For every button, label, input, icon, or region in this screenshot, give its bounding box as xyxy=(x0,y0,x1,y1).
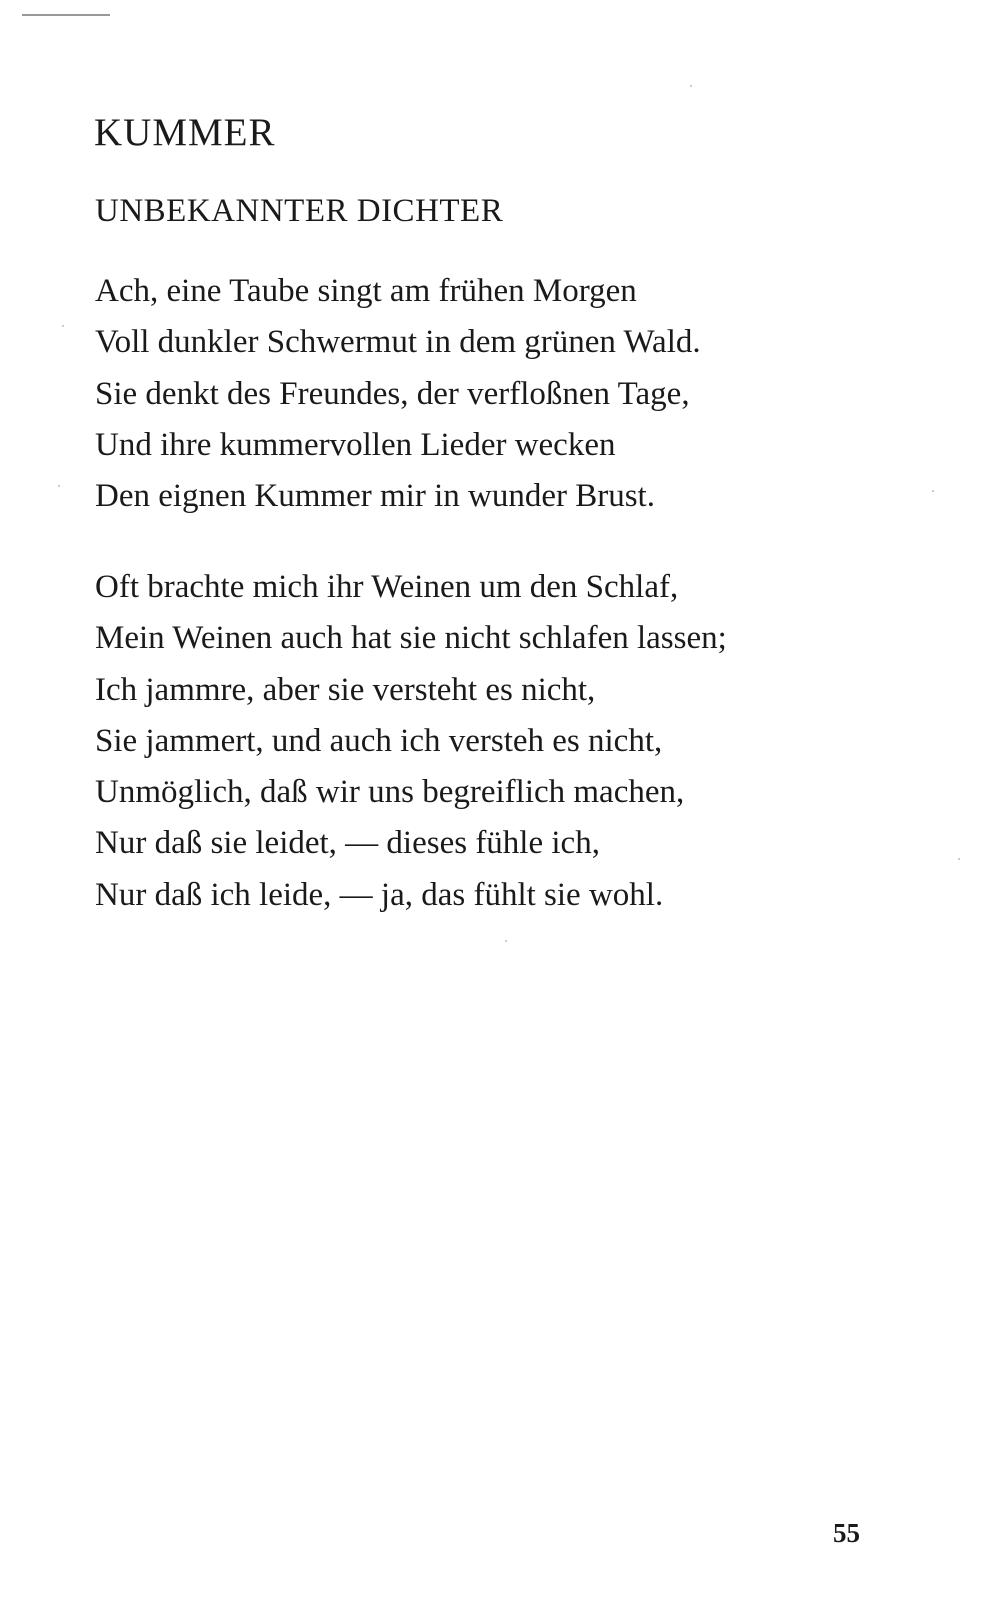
poem-line: Ich jammre, aber sie versteht es nicht, xyxy=(95,671,596,708)
scan-edge-mark xyxy=(22,14,110,16)
poem-line: Und ihre kummervollen Lieder wecken xyxy=(95,426,616,463)
poem-title: KUMMER xyxy=(94,111,276,154)
poem-line: Voll dunkler Schwermut in dem grünen Wald. xyxy=(95,324,701,361)
scan-speck xyxy=(932,490,934,492)
poem-line: Den eignen Kummer mir in wunder Brust. xyxy=(95,478,655,515)
scan-speck xyxy=(62,325,64,327)
poem-line: Nur daß sie leidet, — dieses fühle ich, xyxy=(95,825,600,862)
poem-line: Sie denkt des Freundes, der verfloßnen Tage, xyxy=(95,375,690,412)
stanza-1 xyxy=(95,266,701,522)
scan-speck xyxy=(58,485,60,487)
poem-line: Oft brachte mich ihr Weinen um den Schlaf, xyxy=(95,569,679,605)
scan-speck xyxy=(690,85,692,87)
poem-line: Ach, eine Taube singt am frühen Morgen xyxy=(95,273,637,309)
poem-line: Unmöglich, daß wir uns begreiflich machen, xyxy=(95,774,685,811)
scan-speck xyxy=(505,940,507,942)
scan-speck xyxy=(958,858,960,860)
poem-author: UNBEKANNTER DICHTER xyxy=(95,193,504,229)
poem-line: Sie jammert, und auch ich versteh es nicht, xyxy=(95,722,663,759)
poem-line: Mein Weinen auch hat sie nicht schlafen lassen; xyxy=(95,620,727,657)
page-number: 55 xyxy=(833,1518,860,1548)
poem-line: Nur daß ich leide, — ja, das fühlt sie wohl. xyxy=(95,876,664,913)
stanza-2 xyxy=(95,562,727,921)
